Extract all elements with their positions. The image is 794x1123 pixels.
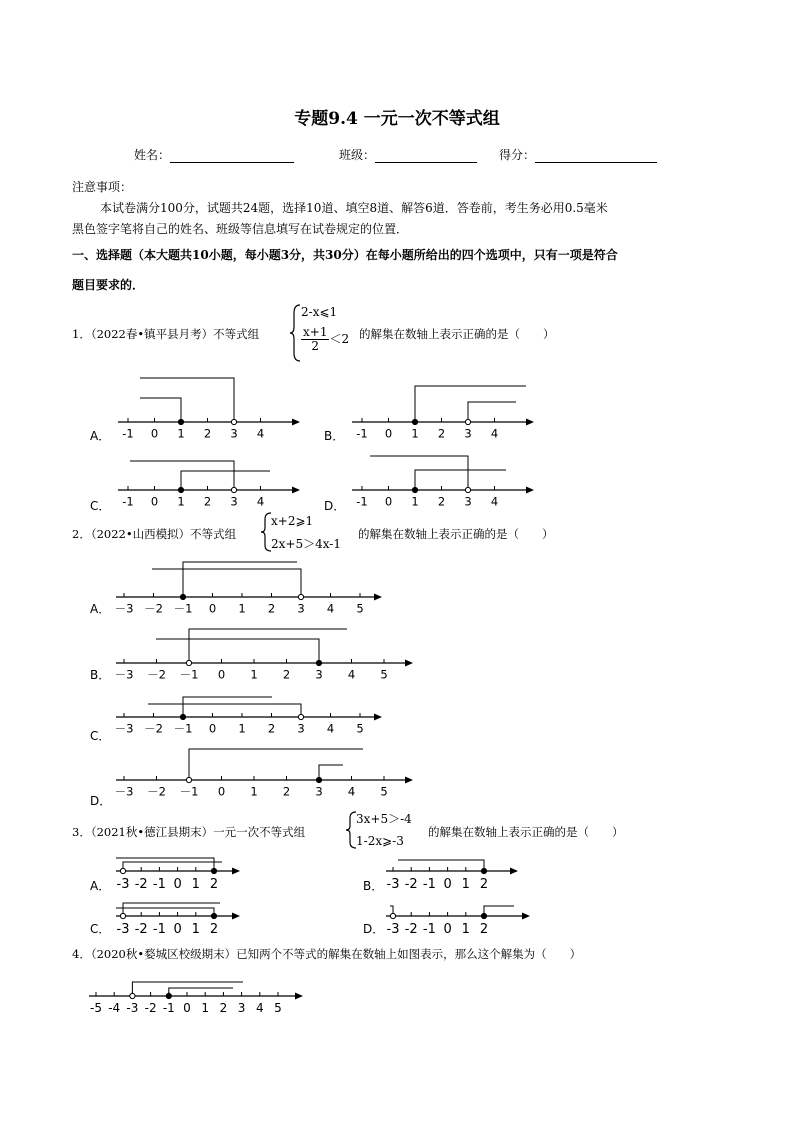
tick-label: -1 [356,494,368,509]
q2-option-c-numberline [110,684,400,744]
tick-label: -1 [356,426,368,441]
tick-label: 1 [461,877,470,892]
axis-arrow [292,419,300,426]
q1-option-c-numberline [110,450,310,510]
axis-arrow [526,419,534,426]
q3-option-c-numberline [110,894,250,937]
q4-numberline [85,970,315,1020]
tick-label: -1 [152,877,166,892]
open-endpoint [120,913,125,918]
tick-label: 4 [255,1001,264,1015]
q3-option-b[interactable]: B． [363,879,384,893]
solution-ray [116,858,214,871]
axis-arrow [295,993,303,1000]
solution-ray [132,982,243,996]
solution-ray [484,906,514,916]
solution-ray [183,697,272,717]
tick-label: -1 [122,494,134,509]
tick-label: 1 [250,667,258,682]
closed-endpoint [178,419,183,424]
tick-label: 3 [464,426,472,441]
tick-label: 2 [479,877,489,892]
name-label: 姓名： [134,146,294,163]
tick-label: 0 [208,601,217,616]
axis-arrow [510,868,518,875]
q1-option-b[interactable]: B． [324,429,345,443]
tick-label: －2 [147,667,166,682]
tick-label: -1 [422,922,436,937]
tick-label: 5 [380,667,388,682]
solution-ray [189,629,347,663]
tick-label: 2 [282,784,291,799]
tick-label: －2 [147,784,166,799]
tick-label: 0 [384,494,393,509]
q1-option-a-numberline [110,370,310,440]
tick-label: -1 [422,877,436,892]
q4-text: 4．（2020秋•婺城区校级期末）已知两个不等式的解集在数轴上如图表示，那么这个解集为（ ） [72,947,582,961]
closed-endpoint [316,660,321,665]
tick-label: 0 [443,877,452,892]
open-endpoint [298,594,303,599]
q2-prefix: 2．（2022•山西模拟）不等式组 [72,527,237,541]
closed-endpoint [211,868,216,873]
q1-option-c[interactable]: C． [90,499,111,513]
closed-endpoint [211,913,216,918]
tick-label: 3 [230,426,238,441]
closed-endpoint [180,714,185,719]
tick-label: －1 [179,667,199,682]
closed-endpoint [180,594,185,599]
tick-label: 1 [250,784,258,799]
q2-ineq1: x+2⩾1 [271,514,314,528]
tick-label: －1 [173,601,193,616]
q2-ineq2: 2x+5＞4x-1 [271,537,341,551]
tick-label: 2 [209,922,219,937]
open-endpoint [231,487,236,492]
tick-label: 2 [219,1001,228,1015]
solution-ray [140,398,181,422]
q3-ineq1: 3x+5＞-4 [356,812,412,826]
tick-label: 5 [380,784,388,799]
solution-ray [130,461,234,490]
open-endpoint [390,913,395,918]
open-endpoint [231,419,236,424]
tick-label: 0 [217,667,226,682]
closed-endpoint [412,487,417,492]
q1-prefix: 1．（2022春•镇平县月考）不等式组 [72,327,260,341]
tick-label: -2 [144,1001,157,1015]
tick-label: 1 [411,494,419,509]
axis-arrow [374,714,382,721]
axis-arrow [374,594,382,601]
q2-option-b[interactable]: B． [90,668,111,682]
q1-ineq1: 2-x⩽1 [301,305,338,319]
tick-label: 4 [256,426,265,441]
solution-ray [116,908,214,916]
tick-label: 1 [238,601,246,616]
tick-label: -3 [126,1001,139,1015]
tick-label: 2 [437,494,446,509]
solution-ray [415,470,506,490]
tick-label: 3 [237,1001,246,1015]
closed-endpoint [481,913,486,918]
tick-label: 0 [150,494,159,509]
tick-label: 3 [297,721,305,736]
tick-label: －3 [114,601,134,616]
tick-label: 0 [217,784,226,799]
tick-label: －3 [114,667,134,682]
tick-label: 3 [315,784,323,799]
tick-label: 1 [411,426,419,441]
solution-ray [123,862,222,871]
q3-suffix: 的解集在数轴上表示正确的是（ ） [428,825,624,839]
q1-ineq2: $\frac{x+1}{2}$ ＜2 [303,325,350,353]
tick-label: 2 [437,426,446,441]
tick-label: 4 [490,494,499,509]
open-endpoint [130,993,135,998]
axis-arrow [292,487,300,494]
tick-label: 5 [274,1001,282,1015]
tick-label: 5 [356,601,364,616]
tick-label: －3 [114,784,134,799]
class-label: 班级： [339,146,477,163]
tick-label: 0 [150,426,159,441]
score-label: 得分： [499,146,657,163]
q3-option-a-numberline [110,849,250,892]
solution-ray [183,562,297,597]
q3-option-c[interactable]: C． [90,922,111,936]
q3-option-a[interactable]: A． [90,879,111,893]
tick-label: 1 [238,721,246,736]
solution-ray [468,402,516,422]
tick-label: 2 [203,494,212,509]
q3-ineq2: 1-2x⩾-3 [356,834,404,848]
solution-ray [123,903,220,916]
q2-option-a[interactable]: A． [90,602,111,616]
open-endpoint [120,868,125,873]
solution-ray [415,386,526,422]
axis-arrow [405,777,413,784]
tick-label: 1 [177,426,185,441]
section1-line2: 题目要求的． [72,278,145,292]
tick-label: 0 [384,426,393,441]
solution-ray [370,456,468,490]
tick-label: 1 [191,877,200,892]
tick-label: -4 [108,1001,121,1015]
axis-arrow [232,913,240,920]
tick-label: 0 [173,922,182,937]
q3-option-d[interactable]: D． [363,922,385,936]
tick-label: -3 [386,877,400,892]
solution-ray [156,639,319,663]
tick-label: －1 [179,784,199,799]
open-endpoint [465,419,470,424]
tick-label: －3 [114,721,134,736]
closed-endpoint [316,777,321,782]
q2-suffix: 的解集在数轴上表示正确的是（ ） [358,527,554,541]
closed-endpoint [412,419,417,424]
tick-label: 0 [443,922,452,937]
tick-label: 0 [173,877,182,892]
tick-label: －2 [144,601,163,616]
tick-label: 4 [326,601,335,616]
tick-label: -3 [386,922,400,937]
tick-label: 4 [326,721,335,736]
solution-ray [148,704,301,717]
tick-label: 2 [282,667,291,682]
score-blank[interactable] [535,150,657,163]
name-blank[interactable] [170,150,294,163]
tick-label: -2 [404,877,418,892]
open-endpoint [186,777,191,782]
tick-label: 4 [256,494,265,509]
axis-arrow [232,868,240,875]
tick-label: 4 [490,426,499,441]
tick-label: 2 [209,877,219,892]
tick-label: －1 [173,721,193,736]
axis-arrow [522,913,530,920]
tick-label: 1 [177,494,185,509]
tick-label: 4 [347,784,356,799]
q2-option-a-numberline [110,557,400,617]
tick-label: 5 [356,721,364,736]
tick-label: 3 [230,494,238,509]
q2-option-d-numberline [110,745,420,810]
q1-option-a[interactable]: A． [90,429,111,443]
q1-suffix: 的解集在数轴上表示正确的是（ ） [359,327,555,341]
open-endpoint [298,714,303,719]
tick-label: -5 [90,1001,102,1015]
q1-option-d[interactable]: D． [324,499,346,513]
tick-label: -3 [116,922,130,937]
q2-option-b-numberline [110,623,420,683]
solution-ray [152,569,301,597]
tick-label: 1 [201,1001,210,1015]
tick-label: 2 [267,601,276,616]
closed-endpoint [166,993,171,998]
axis-arrow [405,660,413,667]
tick-label: -2 [134,922,148,937]
q3-option-d-numberline [380,894,540,937]
notice-heading: 注意事项： [72,180,133,194]
tick-label: 3 [464,494,472,509]
tick-label: 3 [297,601,305,616]
tick-label: -1 [162,1001,175,1015]
tick-label: 0 [208,721,217,736]
closed-endpoint [178,487,183,492]
notice-line2: 黑色签字笔将自己的姓名、班级等信息填写在试卷规定的位置． [72,222,409,236]
class-blank[interactable] [375,150,477,163]
tick-label: -1 [122,426,134,441]
axis-arrow [526,487,534,494]
open-endpoint [465,487,470,492]
tick-label: -1 [152,922,166,937]
q3-option-b-numberline [380,849,530,892]
q2-option-c[interactable]: C． [90,729,111,743]
tick-label: -3 [116,877,130,892]
tick-label: 1 [191,922,200,937]
q3-prefix: 3．（2021秋•德江县期末）一元一次不等式组 [72,825,306,839]
tick-label: 3 [315,667,323,682]
tick-label: 2 [479,922,489,937]
tick-label: －2 [144,721,163,736]
solution-ray [140,378,234,422]
open-endpoint [186,660,191,665]
section1-line1: 一、选择题（本大题共10小题，每小题3分，共30分）在每小题所给出的四个选项中，只有一项是符合 [72,248,618,262]
page-title: 专题9.4 一元一次不等式组 [294,109,500,129]
tick-label: 2 [267,721,276,736]
q1-option-d-numberline [344,450,544,510]
tick-label: -2 [404,922,418,937]
closed-endpoint [481,868,486,873]
q1-option-b-numberline [344,370,544,440]
tick-label: 4 [347,667,356,682]
solution-ray [319,765,343,780]
notice-line1: 本试卷满分100分，试题共24题，选择10道、填空8道、解答6道．答卷前，考生务必用0.5毫米 [100,201,608,215]
solution-ray [181,471,270,490]
tick-label: 0 [183,1001,191,1015]
tick-label: 2 [203,426,212,441]
tick-label: 1 [461,922,470,937]
tick-label: -2 [134,877,148,892]
q2-option-d[interactable]: D． [90,794,112,808]
